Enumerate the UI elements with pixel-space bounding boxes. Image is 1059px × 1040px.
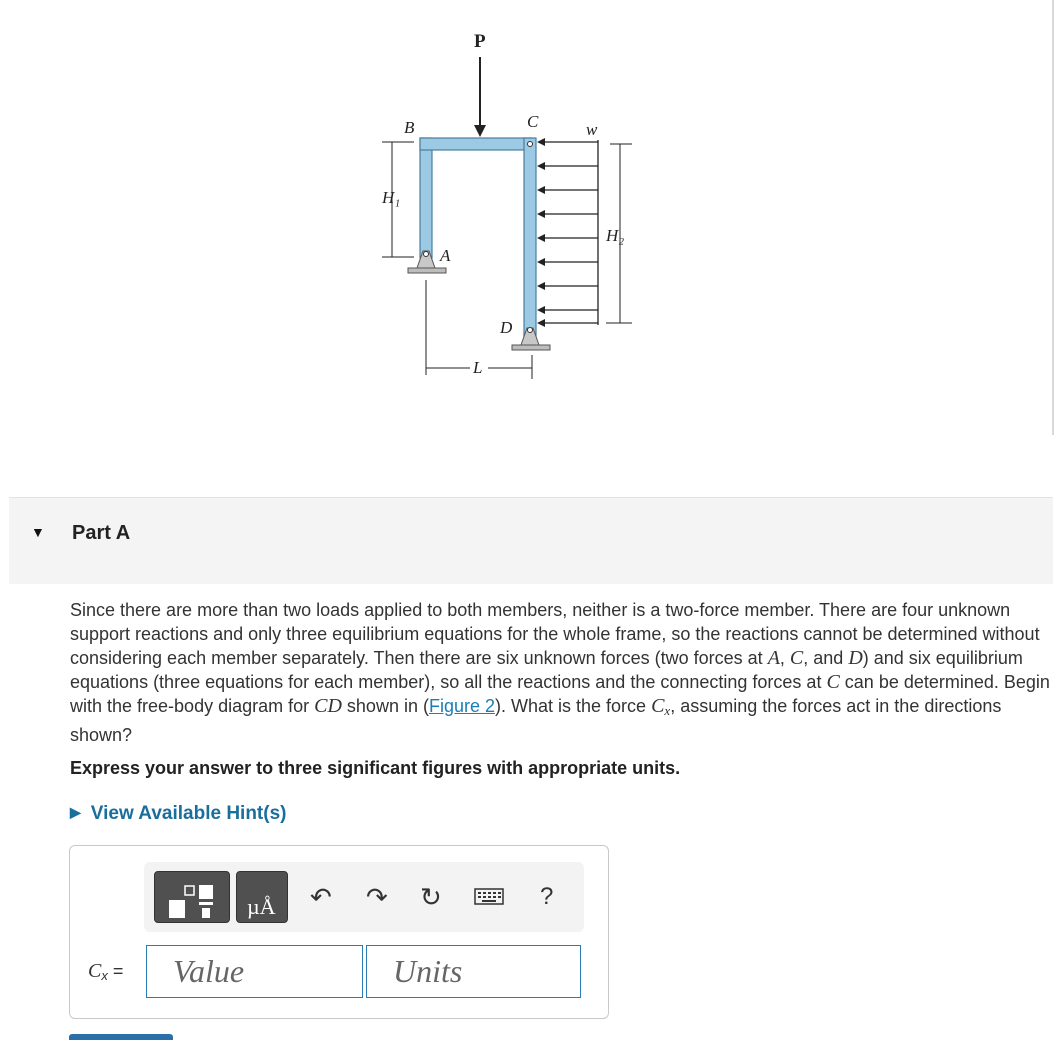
var-c-2: C (826, 671, 840, 693)
problem-text-3: ) and six equilibrium equations (three equations for each member), so all the reactions and the connecting forces at (70, 648, 1023, 692)
label-h1: H₁ (382, 188, 401, 207)
problem-text-2: , and (803, 648, 849, 668)
triangle-down-icon[interactable]: ▼ (31, 524, 45, 540)
part-title: Part A (72, 522, 131, 544)
var-c: C (789, 647, 804, 669)
view-hints-link[interactable] (70, 803, 286, 825)
problem-text-1: Since there are more than two loads applied to both members, neither is a two-force member. There are four unknown support reactions and only three equilibrium equations for the whole frame, so the reactions cannot be determined without considering each member separately. Then there are six unknown forces (two forces at (70, 600, 1040, 668)
answer-var-sub: x (101, 968, 108, 983)
undo-icon[interactable]: ↶ (310, 882, 332, 912)
problem-comma: , (779, 648, 790, 668)
var-d: D (848, 647, 863, 669)
member-bc (420, 138, 532, 150)
answer-box (69, 845, 609, 1019)
label-d: D (500, 318, 513, 337)
distributed-load (542, 140, 598, 325)
part-a-header[interactable] (9, 497, 1053, 584)
answer-variable-label (88, 960, 123, 983)
math-toolbar (144, 862, 584, 932)
support-d (512, 328, 550, 351)
answer-equals: = (107, 961, 124, 981)
answer-var: C (88, 960, 102, 982)
answer-instruction: Express your answer to three significant figures with appropriate units. (70, 758, 681, 778)
var-a: A (767, 647, 780, 669)
units-button[interactable] (236, 871, 288, 923)
frame-figure (370, 25, 670, 385)
units-button-label: µÅ (247, 894, 276, 919)
hints-label: View Available Hint(s) (90, 803, 287, 824)
problem-statement (70, 598, 1050, 747)
distributed-load-arrowheads (537, 138, 545, 327)
var-cd: CD (314, 695, 342, 717)
label-p: P (474, 31, 486, 52)
submit-button[interactable] (69, 1034, 173, 1040)
label-l: L (473, 358, 483, 377)
var-cx-base: C (651, 695, 665, 717)
help-icon[interactable]: ? (540, 883, 554, 910)
label-a: A (440, 246, 451, 265)
var-cx (651, 695, 670, 717)
problem-text-7: , assuming the forces act in the directions shown? (70, 696, 1002, 745)
templates-button[interactable] (154, 871, 230, 923)
templates-icon (155, 872, 229, 922)
label-h2: H₂ (606, 226, 625, 245)
load-p-arrowhead (474, 125, 486, 137)
label-c: C (527, 112, 539, 131)
keyboard-icon[interactable] (474, 886, 504, 906)
label-w: w (586, 120, 598, 139)
member-cd (524, 138, 536, 338)
redo-icon[interactable]: ↷ (366, 882, 388, 912)
label-b: B (404, 118, 415, 137)
reset-icon[interactable]: ↻ (420, 882, 442, 912)
scrollbar-track[interactable] (1052, 0, 1054, 435)
problem-text-4: can be determined. Begin with the free-body diagram for (70, 672, 1050, 716)
member-ab (420, 138, 432, 258)
pin-c (528, 142, 533, 147)
var-cx-sub: x (664, 703, 671, 718)
units-input[interactable]: Units (366, 945, 581, 998)
figure-2-link[interactable]: Figure 2 (428, 696, 496, 716)
triangle-right-icon: ▶ (70, 804, 81, 820)
value-input[interactable]: Value (146, 945, 363, 998)
problem-text-5: shown in ( (341, 696, 429, 716)
problem-text-6: ). What is the force (495, 696, 652, 716)
